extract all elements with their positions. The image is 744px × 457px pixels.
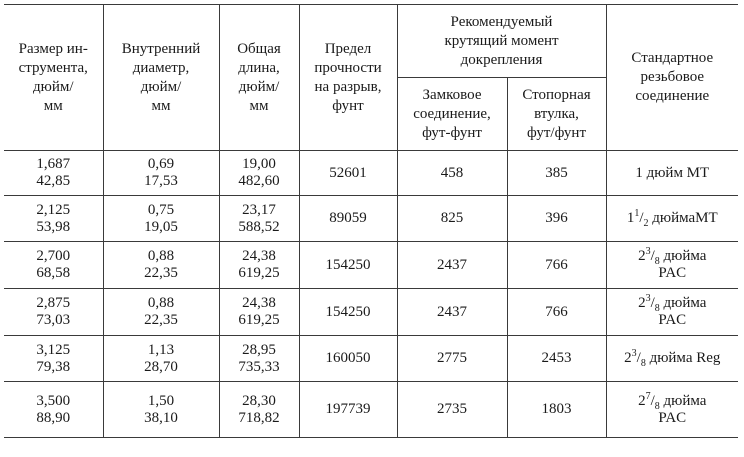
col-header-strength xyxy=(299,5,397,151)
thread-text: дюйма Reg xyxy=(649,350,721,366)
col-header-stop-sleeve xyxy=(507,78,606,151)
cell-sleeve-torque: 396 xyxy=(507,196,606,242)
cell-inner-diameter: 1,50 38,10 xyxy=(103,382,219,438)
header-row-1 xyxy=(4,5,738,78)
header-text: Стопорная xyxy=(522,86,591,103)
cell-thread xyxy=(606,289,738,336)
header-text: мм xyxy=(151,97,171,114)
table-row xyxy=(4,196,738,242)
header-text: струмента, xyxy=(18,59,88,76)
header-text: резьбовое xyxy=(640,69,705,85)
col-header-thread xyxy=(606,5,738,151)
thread-fraction: $2^7/_8$ xyxy=(638,390,660,412)
header-text: докрепления xyxy=(460,51,543,68)
cell-length: 28,30 718,82 xyxy=(219,382,299,438)
thread-type: PAC xyxy=(658,409,687,426)
header-text: Стандартное xyxy=(631,50,714,66)
thread-type: PAC xyxy=(658,312,687,328)
thread-text: дюйма xyxy=(663,248,707,264)
cell-lock-torque: 2437 xyxy=(397,289,507,336)
cell-sleeve-torque: 1803 xyxy=(507,382,606,438)
cell-length: 24,38 619,25 xyxy=(219,242,299,289)
cell-inner-diameter: 1,13 28,70 xyxy=(103,336,219,382)
table-row xyxy=(4,382,738,438)
header-text: Общая xyxy=(237,40,281,57)
header-text: на разрыв, xyxy=(314,78,382,95)
cell-sleeve-torque: 2453 xyxy=(507,336,606,382)
header-text: крутящий момент xyxy=(444,32,559,49)
table-row xyxy=(4,289,738,336)
col-header-lock-joint xyxy=(397,78,507,151)
table-row xyxy=(4,151,738,196)
cell-strength: 160050 xyxy=(299,336,397,382)
cell-length: 19,00 482,60 xyxy=(219,151,299,196)
cell-size: 2,875 73,03 xyxy=(4,289,103,336)
cell-inner-diameter: 0,88 22,35 xyxy=(103,289,219,336)
cell-thread xyxy=(606,336,738,382)
header-text: длина, xyxy=(238,59,280,76)
cell-sleeve-torque: 385 xyxy=(507,151,606,196)
table-row xyxy=(4,242,738,289)
cell-inner-diameter: 0,69 17,53 xyxy=(103,151,219,196)
header-text: фунт xyxy=(332,97,364,114)
cell-lock-torque: 458 xyxy=(397,151,507,196)
col-header-torque-group xyxy=(397,5,606,78)
cell-strength: 154250 xyxy=(299,242,397,289)
cell-thread xyxy=(606,151,738,196)
cell-sleeve-torque: 766 xyxy=(507,289,606,336)
cell-lock-torque: 2775 xyxy=(397,336,507,382)
cell-length: 28,95 735,33 xyxy=(219,336,299,382)
table-body xyxy=(4,151,738,438)
header-text: втулка, xyxy=(534,105,579,122)
cell-strength: 89059 xyxy=(299,196,397,242)
thread-fraction: $2^3/_8$ xyxy=(624,348,646,369)
cell-sleeve-torque: 766 xyxy=(507,242,606,289)
header-text: мм xyxy=(249,97,269,114)
cell-thread xyxy=(606,382,738,438)
cell-size: 1,687 42,85 xyxy=(4,151,103,196)
cell-size: 2,700 68,58 xyxy=(4,242,103,289)
header-text: мм xyxy=(43,97,63,114)
spec-table xyxy=(4,4,738,438)
col-header-inner-diameter xyxy=(103,5,219,151)
cell-strength: 52601 xyxy=(299,151,397,196)
cell-inner-diameter: 0,88 22,35 xyxy=(103,242,219,289)
thread-fraction: $2^3/_8$ xyxy=(638,293,660,314)
col-header-length xyxy=(219,5,299,151)
col-header-size xyxy=(4,5,103,151)
cell-size: 3,125 79,38 xyxy=(4,336,103,382)
header-text: дюйм/ xyxy=(32,78,74,95)
cell-strength: 197739 xyxy=(299,382,397,438)
header-text: Замковое xyxy=(422,86,482,103)
header-text: соединение, xyxy=(413,105,491,122)
cell-thread xyxy=(606,196,738,242)
header-text: дюйм/ xyxy=(140,78,182,95)
thread-text: дюйма xyxy=(663,295,707,311)
table-row xyxy=(4,336,738,382)
header-text: прочности xyxy=(314,59,382,76)
header-text: диаметр, xyxy=(132,59,190,76)
thread-text: дюймаМТ xyxy=(652,210,718,226)
cell-lock-torque: 2437 xyxy=(397,242,507,289)
header-text: фут-фунт xyxy=(422,124,482,141)
cell-length: 23,17 588,52 xyxy=(219,196,299,242)
header-text: Внутренний xyxy=(121,40,201,57)
cell-lock-torque: 2735 xyxy=(397,382,507,438)
header-text: дюйм/ xyxy=(238,78,280,95)
thread-fraction: $1^1/_2$ xyxy=(626,208,649,229)
thread-text: дюйма xyxy=(663,392,707,409)
header-text: соединение xyxy=(635,88,710,104)
cell-inner-diameter: 0,75 19,05 xyxy=(103,196,219,242)
cell-strength: 154250 xyxy=(299,289,397,336)
header-text: Предел xyxy=(324,40,372,57)
cell-length: 24,38 619,25 xyxy=(219,289,299,336)
header-text: фут/фунт xyxy=(527,124,586,141)
thread-fraction: $2^3/_8$ xyxy=(638,246,660,267)
thread-type: PAC xyxy=(658,265,687,281)
cell-thread xyxy=(606,242,738,289)
cell-lock-torque: 825 xyxy=(397,196,507,242)
header-text: Рекомендуемый xyxy=(450,13,553,30)
cell-size: 2,125 53,98 xyxy=(4,196,103,242)
thread-text: 1 дюйм МТ xyxy=(635,164,710,181)
header-text: Размер ин- xyxy=(18,40,88,57)
cell-size: 3,500 88,90 xyxy=(4,382,103,438)
